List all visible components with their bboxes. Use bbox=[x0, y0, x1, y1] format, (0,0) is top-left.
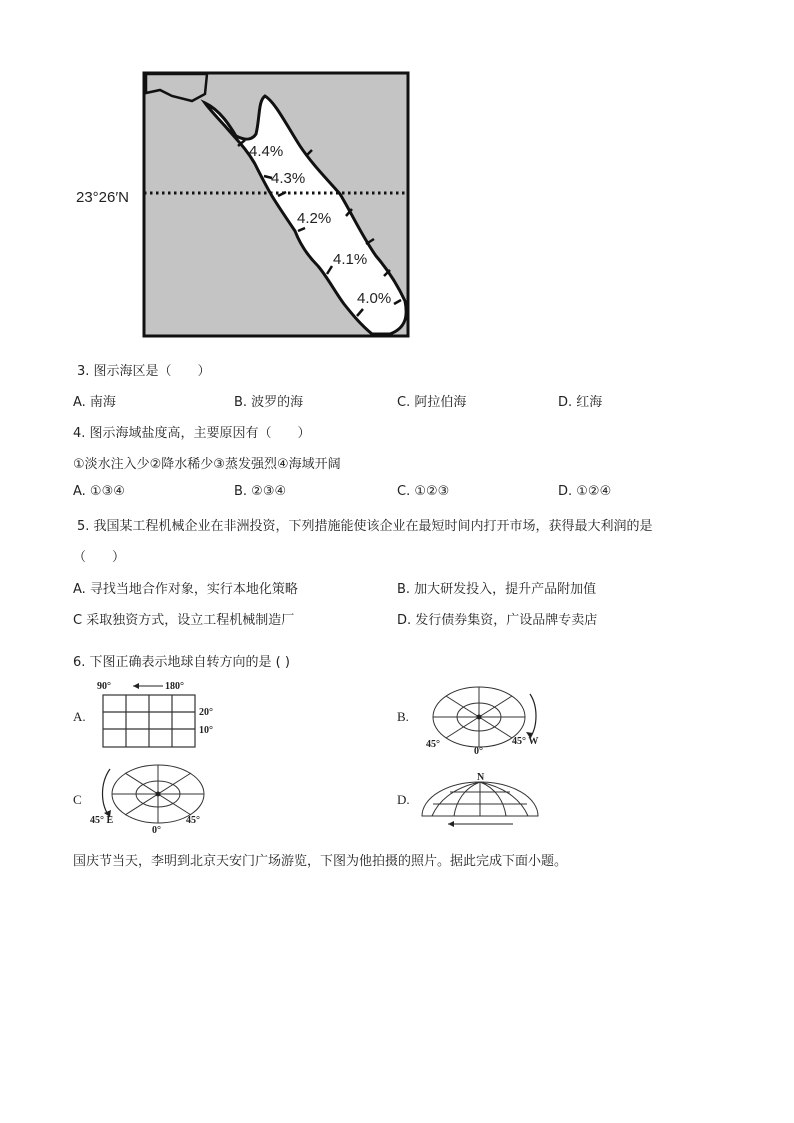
fig-a-label: 90° bbox=[97, 681, 111, 692]
salinity-label: 4.2% bbox=[297, 210, 332, 227]
q4-option-a[interactable]: A. ①③④ bbox=[73, 484, 125, 499]
q6-option-d-letter[interactable]: D. bbox=[397, 792, 410, 807]
fig-b-label: 45° bbox=[426, 739, 440, 750]
q5-option-a[interactable]: A. 寻找当地合作对象，实行本地化策略 bbox=[73, 582, 298, 597]
q6-option-a-letter[interactable]: A. bbox=[73, 709, 86, 724]
q5-option-c[interactable]: C 采取独资方式，设立工程机械制造厂 bbox=[73, 613, 295, 628]
rotation-arrow-icon bbox=[530, 694, 536, 738]
q3-option-a[interactable]: A. 南海 bbox=[73, 395, 116, 410]
q6-figure-c-polar bbox=[88, 763, 218, 835]
salinity-label: 4.3% bbox=[271, 170, 306, 187]
fig-b-label: 0° bbox=[474, 746, 483, 756]
fig-c-label: 45° bbox=[186, 815, 200, 826]
fig-c-label: 45° E bbox=[90, 815, 114, 826]
q4-option-b[interactable]: B. ②③④ bbox=[234, 484, 287, 499]
fig-a-label: 10° bbox=[199, 725, 213, 736]
latitude-label: 23°26′N bbox=[76, 189, 130, 206]
q6-option-c-letter[interactable]: C bbox=[73, 792, 82, 807]
salinity-label: 4.0% bbox=[357, 290, 392, 307]
question-5-stem: 5. 我国某工程机械企业在非洲投资，下列措施能使该企业在最短时间内打开市场，获得最大利润的是 bbox=[77, 519, 653, 534]
q5-option-d[interactable]: D. 发行债券集资，广设品牌专卖店 bbox=[397, 613, 598, 628]
question-6-stem: 6. 下图正确表示地球自转方向的是 ( ) bbox=[73, 655, 290, 670]
q6-figure-b-polar bbox=[424, 684, 554, 756]
question-4-stem: 4. 图示海域盐度高，主要原因有（ ） bbox=[73, 426, 311, 441]
fig-a-label: 180° bbox=[165, 681, 184, 692]
question-5-stem-cont: （ ） bbox=[73, 550, 126, 565]
q4-option-c[interactable]: C. ①②③ bbox=[397, 484, 450, 499]
q3-option-b[interactable]: B. 波罗的海 bbox=[234, 395, 304, 410]
q3-option-c[interactable]: C. 阿拉伯海 bbox=[397, 395, 467, 410]
q6-figure-a-grid bbox=[95, 678, 230, 750]
red-sea-map bbox=[60, 66, 420, 346]
q6-figure-d-hemisphere bbox=[418, 770, 543, 832]
salinity-label: 4.1% bbox=[333, 251, 368, 268]
q5-option-b[interactable]: B. 加大研发投入，提升产品附加值 bbox=[397, 582, 597, 597]
rotation-arrow-icon bbox=[103, 769, 111, 817]
q3-option-d[interactable]: D. 红海 bbox=[558, 395, 603, 410]
fig-d-label: N bbox=[477, 772, 485, 783]
salinity-label: 4.4% bbox=[249, 143, 284, 160]
question-4-statements: ①淡水注入少②降水稀少③蒸发强烈④海域开阔 bbox=[73, 457, 341, 472]
fig-a-label: 20° bbox=[199, 707, 213, 718]
q4-option-d[interactable]: D. ①②④ bbox=[558, 484, 612, 499]
fig-c-label: 0° bbox=[152, 825, 161, 835]
fig-b-label: 45° W bbox=[512, 736, 539, 747]
q6-option-b-letter[interactable]: B. bbox=[397, 709, 409, 724]
intro-paragraph: 国庆节当天，李明到北京天安门广场游览，下图为他拍摄的照片。据此完成下面小题。 bbox=[73, 854, 568, 869]
question-3-stem: 3. 图示海区是（ ） bbox=[77, 364, 211, 379]
